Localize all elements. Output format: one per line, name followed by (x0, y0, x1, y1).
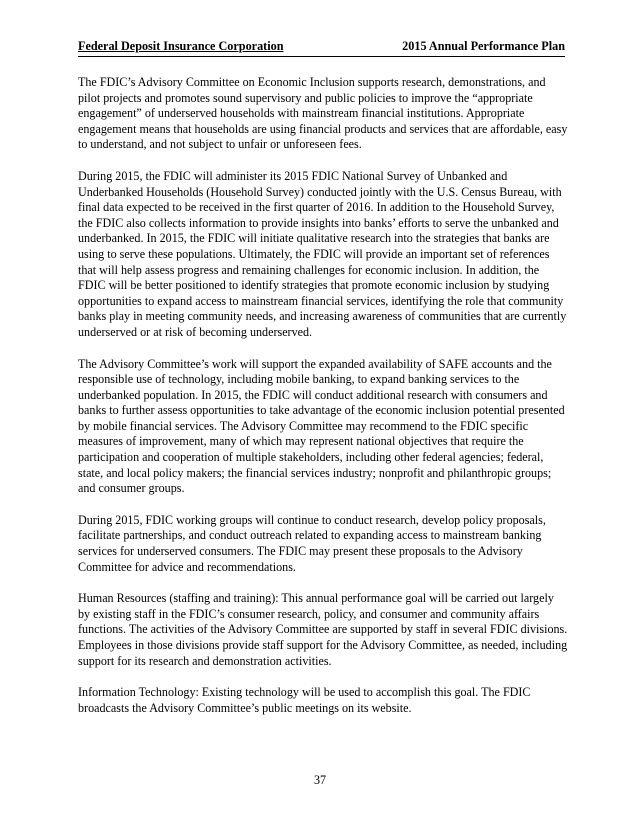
page-header (78, 39, 565, 57)
body-text (78, 75, 568, 732)
page-number: 37 (313, 773, 327, 787)
paragraph-working-groups: During 2015, FDIC working groups will continue to conduct research, develop policy proposals, facilitate partnerships, and conduct outreach related to expanding access to mainstream banking services for underserved consumers. The FDIC may present these proposals to the Advisory Committee for advice and recommendations. (78, 512, 546, 574)
paragraph-safe-accounts: The Advisory Committee’s work will support the expanded availability of SAFE accounts and the responsible use of technology, including mobile banking, to expand banking services to the underbanked population. In 2015, the FDIC will conduct additional research with consumers and banks to further assess opportunities to take advantage of the economic inclusion potential presented by mobile financial services. The Advisory Committee may recommend to the FDIC specific measures of improvement, many of which may represent national objectives that require the participation and cooperation of multiple stakeholders, including other federal agencies; federal, state, and local policy makers; the financial services industry; nonprofit and philanthropic groups; and consumer groups. (78, 356, 565, 496)
header-organization: Federal Deposit Insurance Corporation (78, 39, 284, 53)
paragraph-information-technology: Information Technology: Existing technology will be used to accomplish this goal. The FDIC broadcasts the Advisory Committee’s public meetings on its website. (78, 685, 531, 715)
paragraph-human-resources: Human Resources (staffing and training): This annual performance goal will be carried out largely by existing staff in the FDIC’s consumer research, policy, and consumer and community affairs functions. The activities of the Advisory Committee are supported by staff in several FDIC divisions. Employees in those divisions provide staff support for the Advisory Committee, as needed, including support for its research and demonstration activities. (78, 591, 568, 668)
header-document-title: 2015 Annual Performance Plan (402, 39, 565, 53)
paragraph-household-survey: During 2015, the FDIC will administer its 2015 FDIC National Survey of Unbanked and Underbanked Households (Household Survey) conducted jointly with the U.S. Census Bureau, with final data expected to be received in the first quarter of 2016. In addition to the Household Survey, the FDIC also collects information to provide insights into banks’ efforts to serve the unbanked and underbanked. In 2015, the FDIC will initiate qualitative research into the strategies that banks are using to serve these populations. Ultimately, the FDIC will provide an important set of references that will help assess progress and remaining challenges for economic inclusion. In addition, the FDIC will be better positioned to identify strategies that promote economic inclusion by studying opportunities to expand access to mainstream financial services, identifying the role that community banks play in meeting community needs, and increasing awareness of communities that are currently underserved or at risk of becoming underserved. (78, 168, 567, 339)
paragraph-advisory-committee: The FDIC’s Advisory Committee on Economic Inclusion supports research, demonstrations, and pilot projects and promotes sound supervisory and public policies to improve the “appropriate engagement” of underserved households with mainstream financial institutions. Appropriate engagement means that households are using financial products and services that are affordable, easy to understand, and not subject to unfair or unforeseen fees. (78, 75, 568, 152)
